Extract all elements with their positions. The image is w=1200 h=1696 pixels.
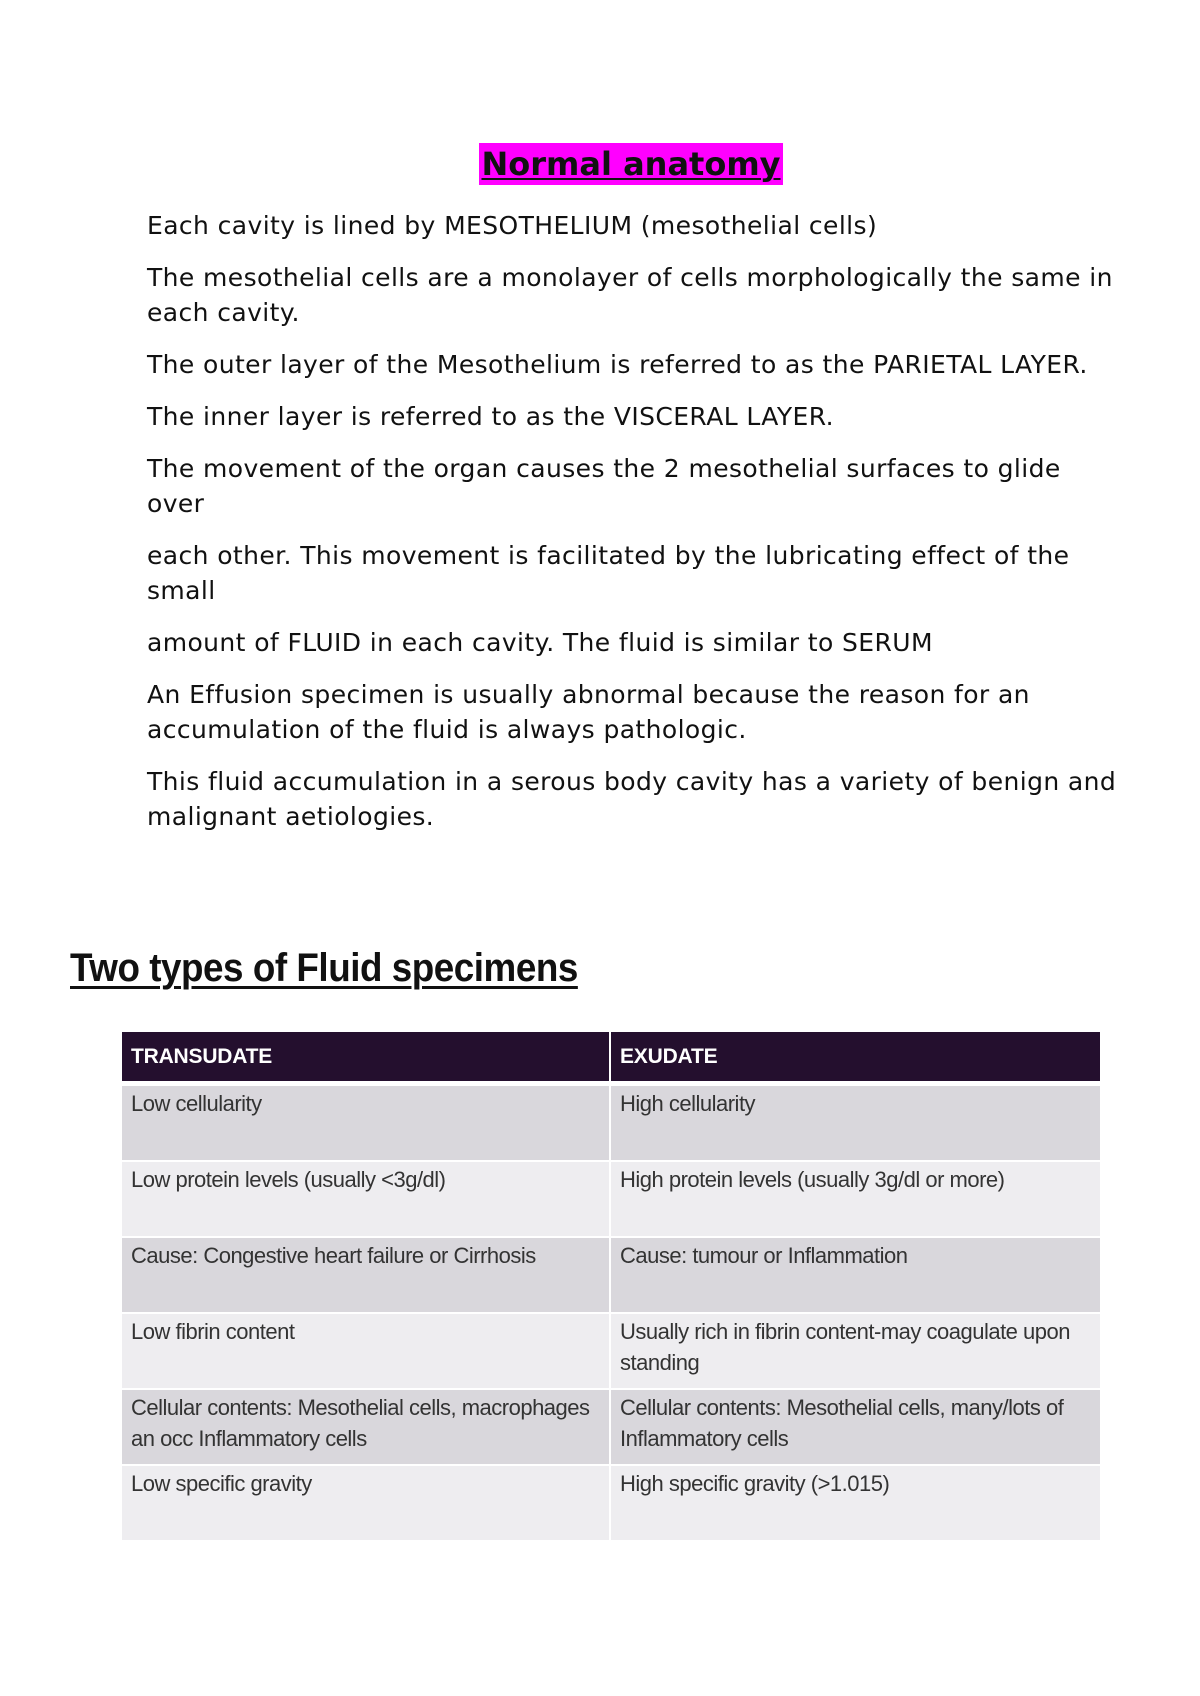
table-cell-exudate — [610, 1237, 1100, 1313]
table-cell-exudate — [610, 1389, 1100, 1465]
paragraph: amount of FLUID in each cavity. The fluid is similar to SERUM — [147, 628, 933, 657]
cell-text: Cellular contents: Mesothelial cells, many/lots of Inflammatory cells — [620, 1395, 1064, 1451]
title-container — [0, 143, 1200, 185]
table-row — [122, 1389, 1100, 1465]
header-transudate: TRANSUDATE — [122, 1032, 610, 1084]
cell-text: Cause: tumour or Inflammation — [620, 1243, 908, 1268]
body-text — [147, 208, 1117, 851]
page-title: Normal anatomy — [481, 145, 781, 183]
paragraph: An Effusion specimen is usually abnormal because the reason for an accumulation of the fluid is always pathologic. — [147, 680, 1030, 744]
cell-text: Cause: Congestive heart failure or Cirrhosis — [131, 1243, 536, 1268]
cell-text: Low cellularity — [131, 1091, 262, 1116]
table-cell-exudate — [610, 1084, 1100, 1162]
cell-text: High specific gravity (>1.015) — [620, 1471, 890, 1496]
table-row — [122, 1313, 1100, 1389]
cell-text: Usually rich in fibrin content-may coagulate upon standing — [620, 1319, 1070, 1375]
header-exudate: EXUDATE — [610, 1032, 1100, 1084]
table-cell-transudate — [122, 1465, 610, 1541]
cell-text: High cellularity — [620, 1091, 756, 1116]
table-cell-exudate — [610, 1161, 1100, 1237]
cell-text: Low fibrin content — [131, 1319, 295, 1344]
table-row — [122, 1465, 1100, 1541]
table-row — [122, 1237, 1100, 1313]
table-cell-exudate — [610, 1313, 1100, 1389]
paragraph: The inner layer is referred to as the VISCERAL LAYER. — [147, 402, 834, 431]
cell-text: Cellular contents: Mesothelial cells, macrophages an occ Inflammatory cells — [131, 1395, 590, 1451]
table-row — [122, 1084, 1100, 1162]
paragraph: The outer layer of the Mesothelium is referred to as the PARIETAL LAYER. — [147, 350, 1088, 379]
table-row — [122, 1161, 1100, 1237]
cell-text: High protein levels (usually 3g/dl or more) — [620, 1167, 1005, 1192]
paragraph: This fluid accumulation in a serous body cavity has a variety of benign and malignant aetiologies. — [147, 767, 1117, 831]
cell-text: Low specific gravity — [131, 1471, 312, 1496]
paragraph: The mesothelial cells are a monolayer of cells morphologically the same in each cavity. — [147, 263, 1113, 327]
paragraph: The movement of the organ causes the 2 mesothelial surfaces to glide over — [147, 454, 1061, 518]
fluid-comparison-table — [122, 1032, 1100, 1542]
paragraph: Each cavity is lined by MESOTHELIUM (mesothelial cells) — [147, 211, 878, 240]
section-heading: Two types of Fluid specimens — [70, 946, 578, 990]
table-cell-transudate — [122, 1161, 610, 1237]
table-cell-transudate — [122, 1084, 610, 1162]
cell-text: Low protein levels (usually <3g/dl) — [131, 1167, 446, 1192]
table-cell-exudate — [610, 1465, 1100, 1541]
table-cell-transudate — [122, 1237, 610, 1313]
table-cell-transudate — [122, 1389, 610, 1465]
paragraph: each other. This movement is facilitated by the lubricating effect of the small — [147, 541, 1070, 605]
table-cell-transudate — [122, 1313, 610, 1389]
table-header-row — [122, 1032, 1100, 1084]
